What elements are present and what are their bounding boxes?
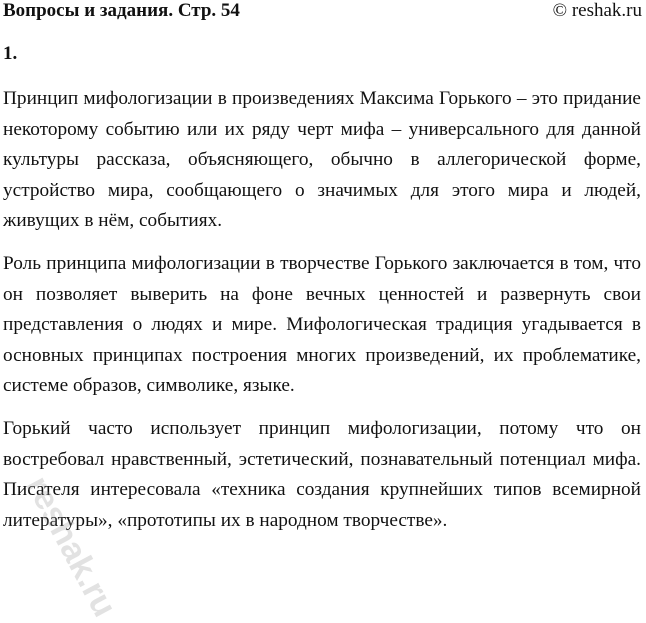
site-credit[interactable]: © reshak.ru	[552, 0, 642, 21]
answer-text	[3, 84, 641, 548]
page-header	[0, 0, 646, 22]
watermark: reshak.ru	[18, 470, 124, 623]
paragraph-1: Принцип мифологизации в произведениях Максима Горького – это придание некоторому событию или их ряду черт мифа – универсального для данной культуры рассказа, объясняющего, обычно в аллегорической форме, устройство мира, сообщающего о значимых для этого мира и людей, живущих в нём, событиях.	[3, 88, 641, 232]
paragraph-2: Роль принципа мифологизации в творчестве Горького заключается в том, что он позволяет выверить на фоне вечных ценностей и развернуть свои представления о людях и мире. Мифологическая традиция угадывается в основных принципах построения многих произведений, их проблематике, системе образов, символике, языке.	[3, 252, 641, 397]
task-number: 1.	[3, 43, 18, 64]
section-title: Вопросы и задания. Стр. 54	[3, 0, 240, 21]
paragraph-3: Горький часто использует принцип мифологизации, потому что он востребовал нравственный, эстетический, познавательный потенциал мифа. Писателя интересовала «техника создания крупнейших типов всемирной литературы», «прототипы их в народном творчестве».	[3, 417, 641, 531]
